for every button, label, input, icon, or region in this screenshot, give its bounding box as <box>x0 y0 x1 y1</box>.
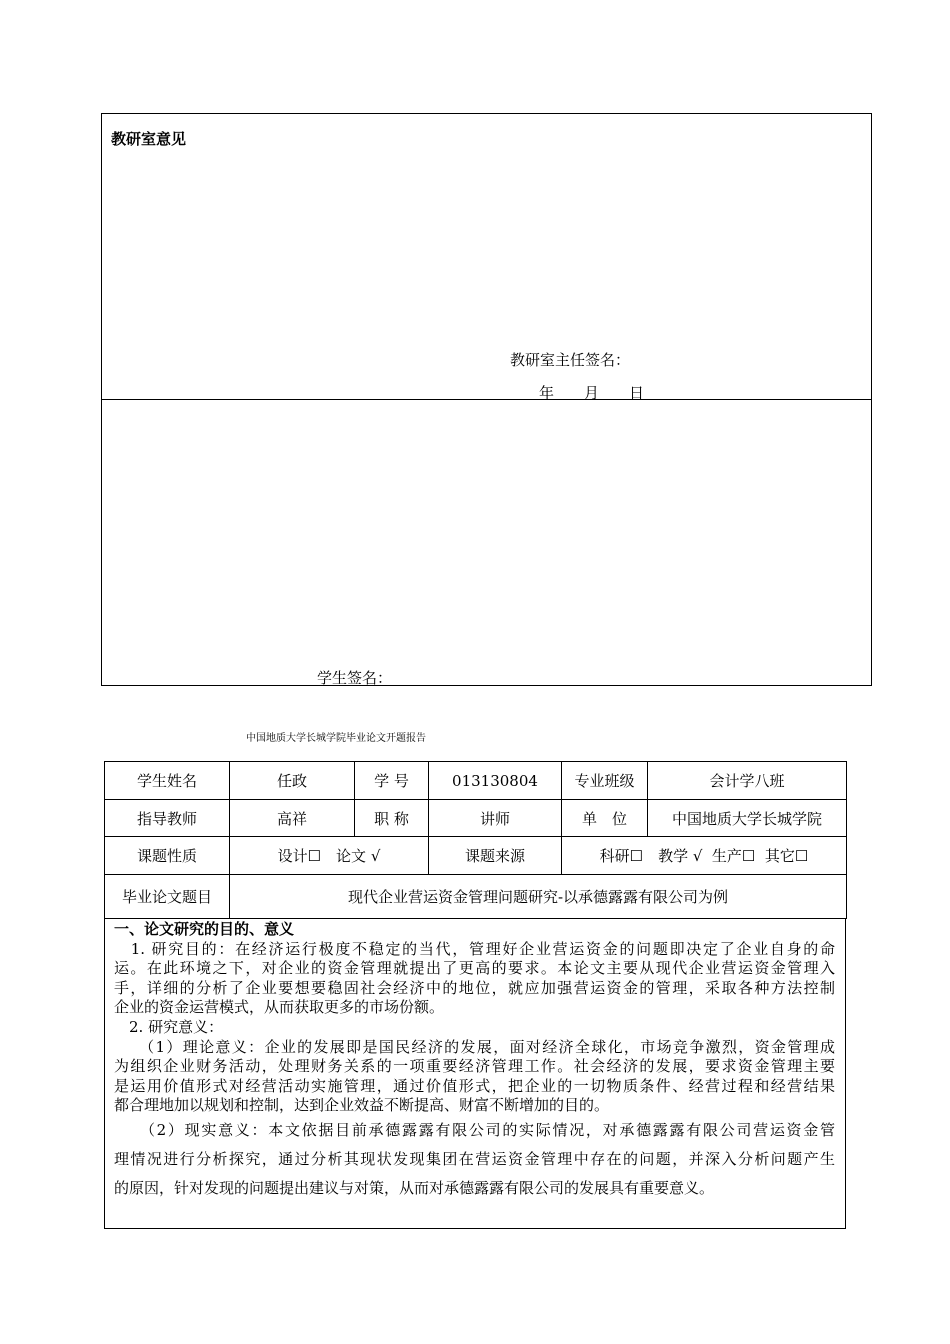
label-thesis-title: 毕业论文题目 <box>105 875 230 919</box>
date-label: 年 月 日 <box>539 384 645 402</box>
paragraph-line: 运。在此环境之下，对企业的资金管理就提出了更高的要求。本论文主要从现代企业营运资金管理入 <box>114 959 835 978</box>
table-row <box>105 837 847 875</box>
value-advisor: 高祥 <box>230 800 355 837</box>
label-topic-source: 课题来源 <box>429 837 562 875</box>
paragraph-line: 为组织企业财务活动，处理财务关系的一项重要经济管理工作。社会经济的发展，要求资金管理主要 <box>114 1057 835 1076</box>
value-topic-type: 设计☐ 论文 √ <box>230 837 429 875</box>
paragraph-line: 的原因，针对发现的问题提出建议与对策，从而对承德露露有限公司的发展具有重要意义。 <box>114 1178 715 1197</box>
opinion-box <box>101 113 872 400</box>
research-purpose-section <box>104 918 846 1229</box>
paragraph-line: 是运用价值形式对经营活动实施管理，通过价值形式，把企业的一切物质条件、经营过程和经营结果 <box>114 1076 835 1095</box>
label-topic-type: 课题性质 <box>105 837 230 875</box>
paragraph-line: 手，详细的分析了企业要想要稳固社会经济中的地位，就应加强营运资金的管理，采取各种方法控制 <box>114 978 835 997</box>
student-signature-box <box>101 399 872 686</box>
label-class: 专业班级 <box>562 762 648 800</box>
paragraph-line: 理情况进行分析探究，通过分析其现状发现集团在营运资金管理中存在的问题，并深入分析问题产生 <box>114 1149 835 1168</box>
paragraph-line: 企业的资金运营模式，从而获取更多的市场份额。 <box>114 998 445 1017</box>
value-class: 会计学八班 <box>648 762 847 800</box>
table-row <box>105 875 847 919</box>
paragraph-line: 2. 研究意义： <box>114 1017 224 1036</box>
table-row <box>105 762 847 800</box>
info-table <box>104 761 847 919</box>
label-unit: 单 位 <box>562 800 648 837</box>
section-heading: 一、论文研究的目的、意义 <box>114 920 295 938</box>
value-thesis-title: 现代企业营运资金管理问题研究-以承德露露有限公司为例 <box>230 875 847 919</box>
paragraph-line: 1. 研究目的：在经济运行极度不稳定的当代，管理好企业营运资金的问题即决定了企业自身的命 <box>114 939 835 958</box>
label-advisor: 指导教师 <box>105 800 230 837</box>
opinion-title: 教研室意见 <box>111 130 187 148</box>
student-signature-label: 学生签名： <box>317 669 393 687</box>
label-title: 职 称 <box>355 800 429 837</box>
label-student-name: 学生姓名 <box>105 762 230 800</box>
paragraph-line: （2）现实意义：本文依据目前承德露露有限公司的实际情况，对承德露露有限公司营运资金管 <box>114 1120 835 1139</box>
table-row <box>105 800 847 837</box>
label-student-id: 学 号 <box>355 762 429 800</box>
value-student-name: 任政 <box>230 762 355 800</box>
director-signature-label: 教研室主任签名： <box>510 351 631 369</box>
value-student-id: 013130804 <box>429 762 562 800</box>
paragraph-line: 都合理地加以规划和控制，达到企业效益不断提高、财富不断增加的目的。 <box>114 1096 610 1115</box>
value-topic-source: 科研☐ 教学 √ 生产☐ 其它☐ <box>562 837 847 875</box>
report-title: 中国地质大学长城学院毕业论文开题报告 <box>246 733 426 744</box>
paragraph-line: （1）理论意义：企业的发展即是国民经济的发展，面对经济全球化，市场竞争激烈，资金管理成 <box>114 1037 835 1056</box>
value-unit: 中国地质大学长城学院 <box>648 800 847 837</box>
value-title: 讲师 <box>429 800 562 837</box>
